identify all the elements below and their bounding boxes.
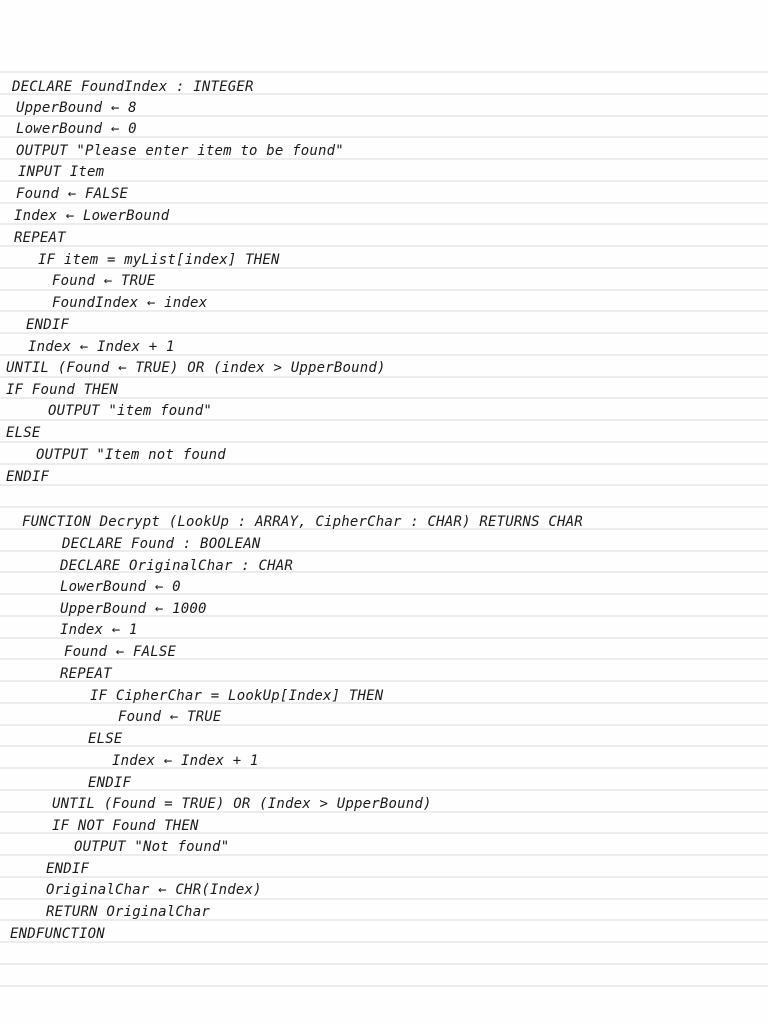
note-line: Index ← 1: [60, 622, 138, 638]
note-line: ENDIF: [88, 775, 132, 791]
note-line: Found ← FALSE: [64, 644, 177, 660]
note-line: OUTPUT "item found": [48, 403, 212, 419]
note-line: DECLARE Found : BOOLEAN: [62, 536, 261, 552]
note-line: UNTIL (Found = TRUE) OR (Index > UpperBound): [52, 796, 432, 812]
note-line: Found ← TRUE: [52, 273, 156, 289]
note-line: ELSE: [6, 425, 41, 441]
note-line: Found ← FALSE: [16, 186, 129, 202]
note-line: DECLARE FoundIndex : INTEGER: [12, 79, 254, 95]
note-line: IF CipherChar = LookUp[Index] THEN: [90, 688, 384, 704]
note-line: Index ← LowerBound: [14, 208, 170, 224]
note-line: OriginalChar ← CHR(Index): [46, 882, 262, 898]
note-line: FoundIndex ← index: [52, 295, 208, 311]
note-line: IF Found THEN: [6, 382, 119, 398]
note-line: REPEAT: [60, 666, 112, 682]
note-line: UpperBound ← 8: [16, 100, 137, 116]
note-line: FUNCTION Decrypt (LookUp : ARRAY, CipherChar : CHAR) RETURNS CHAR: [22, 514, 583, 530]
note-line: RETURN OriginalChar: [46, 904, 210, 920]
note-line: Index ← Index + 1: [112, 753, 259, 769]
note-line: LowerBound ← 0: [60, 579, 181, 595]
note-line: Index ← Index + 1: [28, 339, 175, 355]
note-line: IF NOT Found THEN: [52, 818, 199, 834]
note-line: OUTPUT "Not found": [74, 839, 230, 855]
note-line: LowerBound ← 0: [16, 121, 137, 137]
note-line: DECLARE OriginalChar : CHAR: [60, 558, 293, 574]
note-line: ENDFUNCTION: [10, 926, 105, 942]
note-line: REPEAT: [14, 230, 66, 246]
note-line: UpperBound ← 1000: [60, 601, 207, 617]
note-line: UNTIL (Found ← TRUE) OR (index > UpperBound): [6, 360, 386, 376]
note-line: OUTPUT "Item not found: [36, 447, 226, 463]
note-line: ENDIF: [6, 469, 50, 485]
note-line: ENDIF: [26, 317, 70, 333]
note-line: IF item = myList[index] THEN: [38, 252, 280, 268]
note-line: ENDIF: [46, 861, 90, 877]
note-line: Found ← TRUE: [118, 709, 222, 725]
note-line: OUTPUT "Please enter item to be found": [16, 143, 344, 159]
note-line: INPUT Item: [18, 164, 105, 180]
note-line: ELSE: [88, 731, 123, 747]
